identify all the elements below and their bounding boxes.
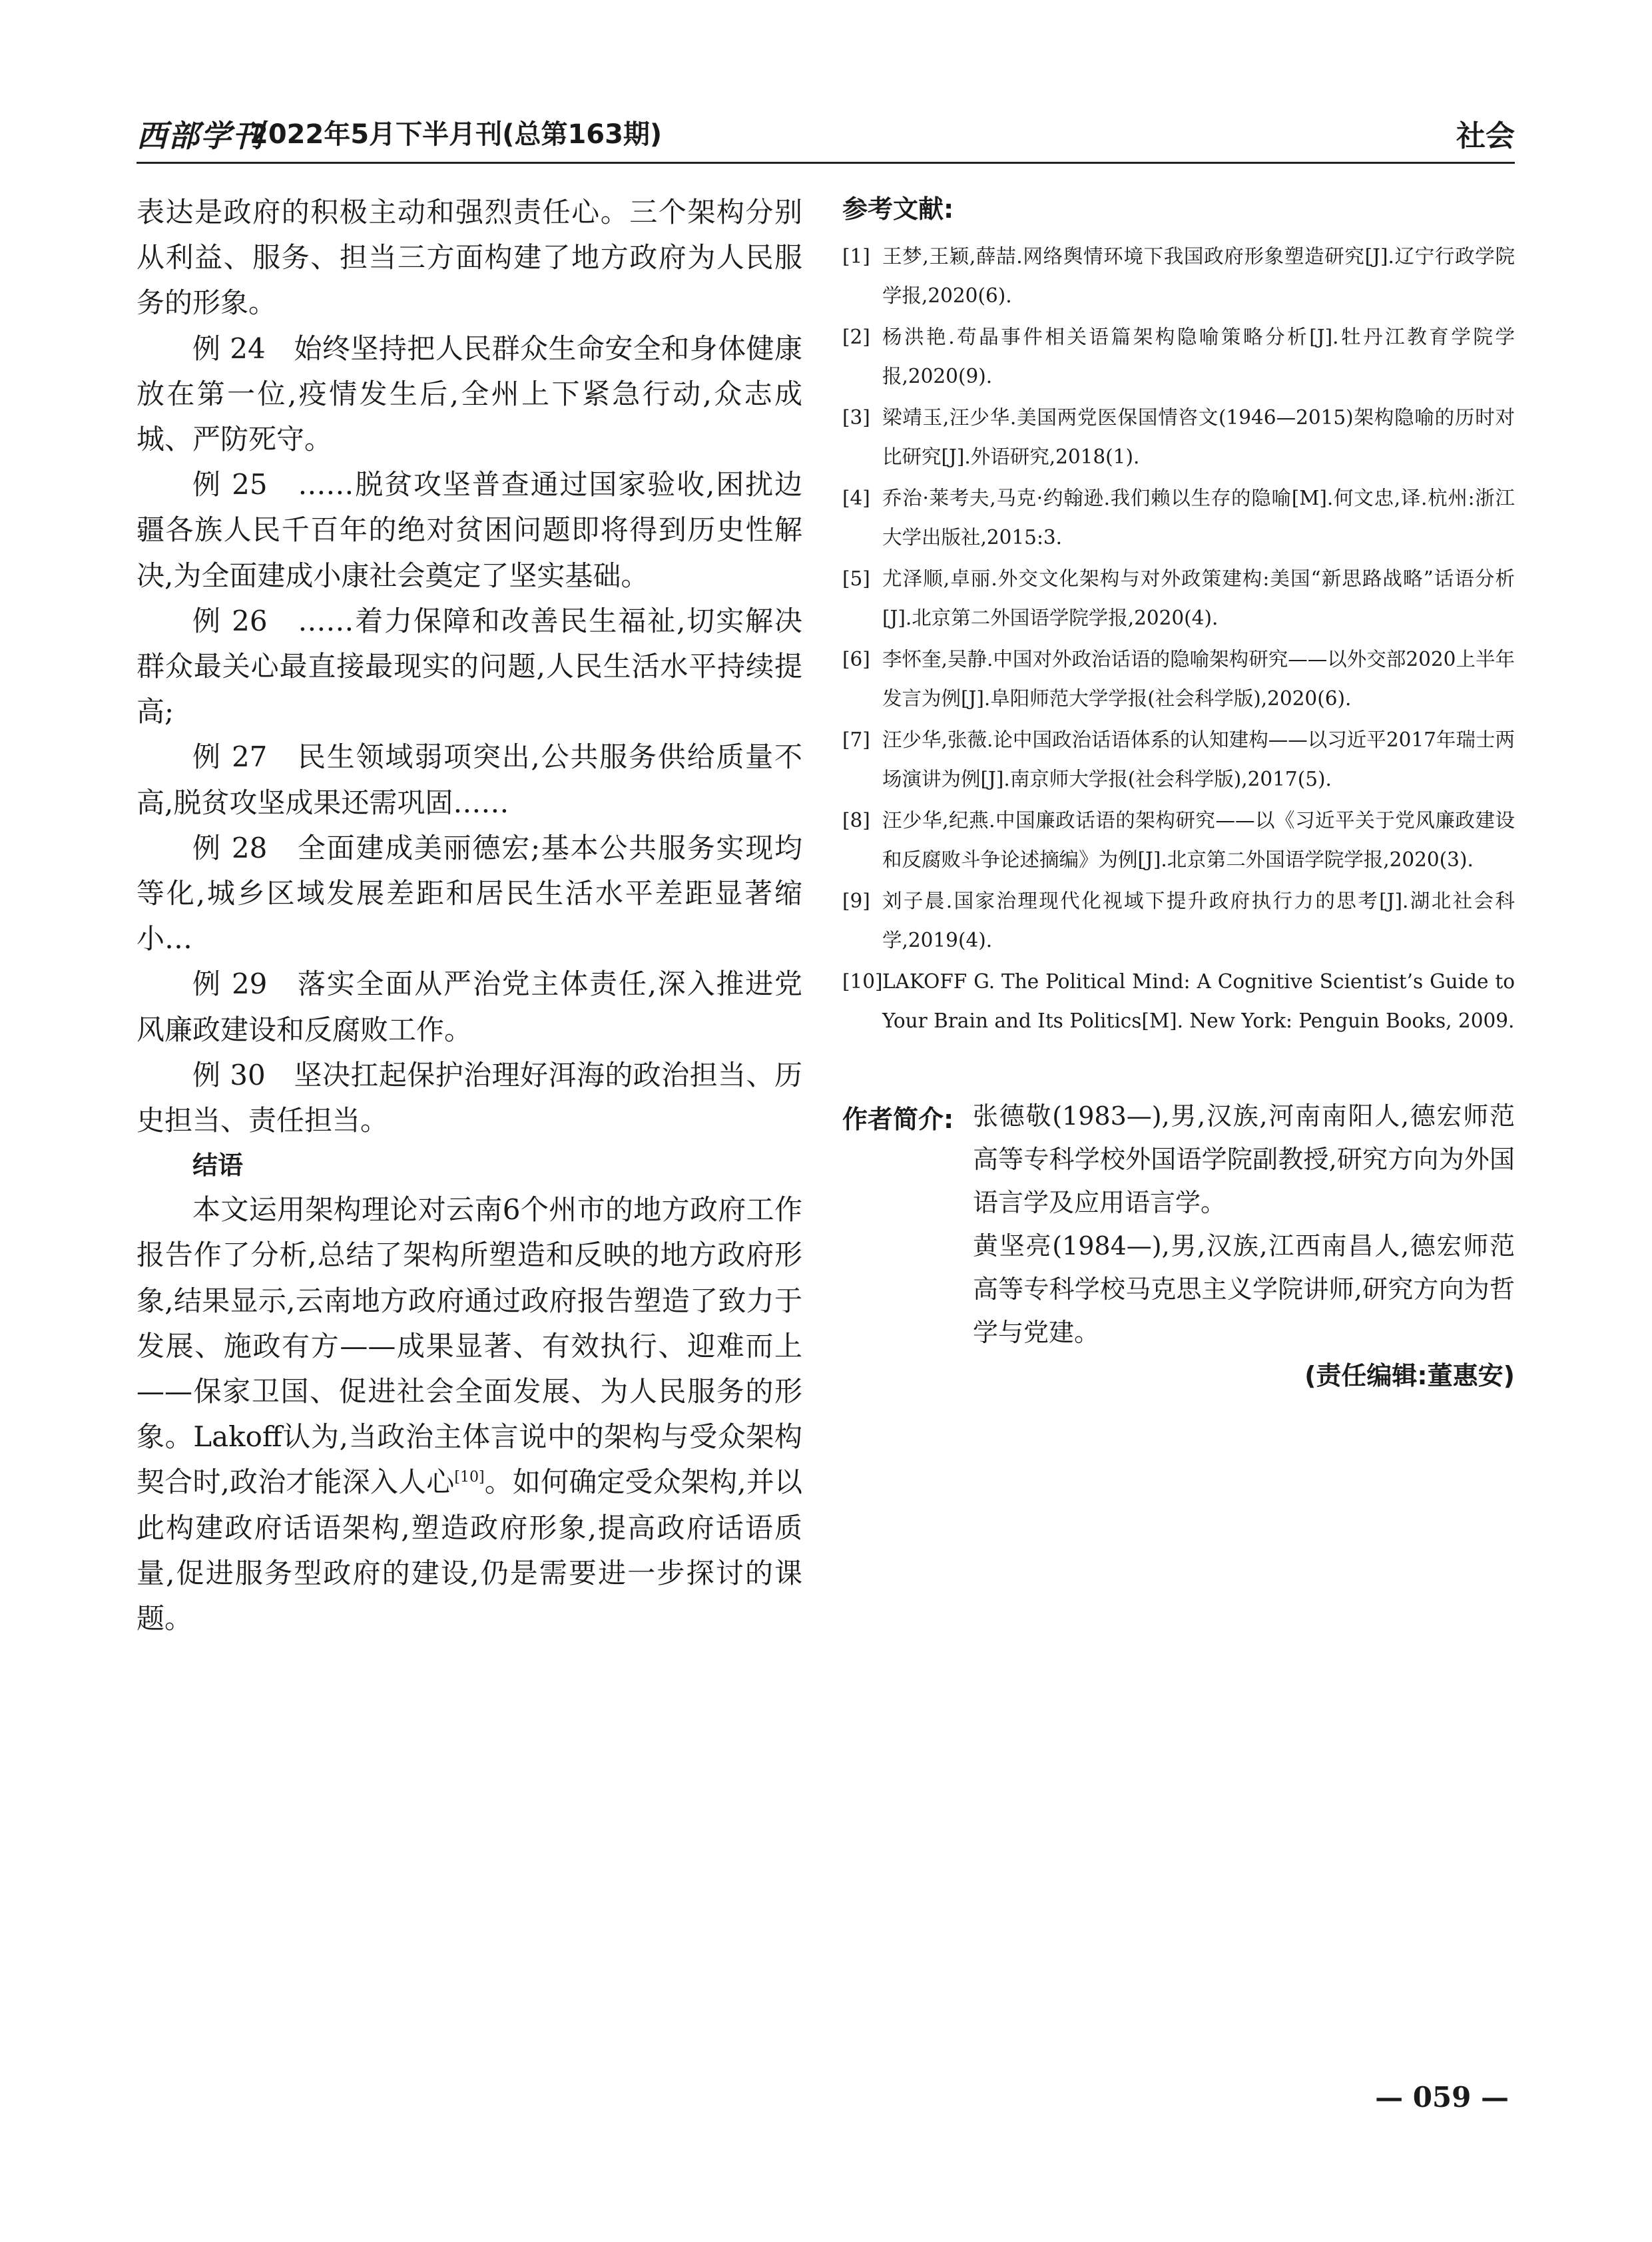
reference-number: [10]: [842, 970, 883, 993]
page-header: [137, 112, 1515, 158]
reference-number: [6]: [842, 648, 870, 671]
reference-text: 乔治·莱考夫,马克·约翰逊.我们赖以生存的隐喻[M].何文忠,译.杭州:浙江大学出版社,2015:3.: [882, 487, 1515, 549]
left-column: [137, 190, 802, 1641]
page-number: — 059 —: [1375, 2081, 1509, 2113]
author-2: 黄坚亮(1984—),男,汉族,江西南昌人,德宏师范高等专科学校马克思主义学院讲师,研究方向为哲学与党建。: [973, 1231, 1515, 1347]
example-24: 例 24 始终坚持把人民群众生命安全和身体健康放在第一位,疫情发生后,全州上下紧急行动,众志成城、严防死守。: [137, 332, 802, 456]
example-30: 例 30 坚决扛起保护治理好洱海的政治担当、历史担当、责任担当。: [137, 1058, 802, 1137]
conclusion-paragraph: [137, 1187, 802, 1641]
reference-item: [842, 801, 1515, 879]
reference-text: 刘子晨.国家治理现代化视域下提升政府执行力的思考[J].湖北社会科学,2019(4).: [882, 890, 1515, 952]
reference-item: [842, 720, 1515, 798]
reference-item: [842, 559, 1515, 637]
example-26: 例 26 ……着力保障和改善民生福祉,切实解决群众最关心最直接最现实的问题,人民生活水平持续提高;: [137, 604, 802, 728]
example-25: 例 25 ……脱贫攻坚普查通过国家验收,困扰边疆各族人民千百年的绝对贫困问题即将得到历史性解决,为全面建成小康社会奠定了坚实基础。: [137, 468, 802, 592]
reference-text: 尤泽顺,卓丽.外交文化架构与对外政策建构:美国“新思路战略”话语分析[J].北京第二外国语学院学报,2020(4).: [882, 567, 1515, 629]
reference-item: [842, 398, 1515, 476]
reference-text: 梁靖玉,汪少华.美国两党医保国情咨文(1946—2015)架构隐喻的历时对比研究[J].外语研究,2018(1).: [882, 406, 1515, 468]
example-28: 例 28 全面建成美丽德宏;基本公共服务实现均等化,城乡区域发展差距和居民生活水平差距显著缩小…: [137, 831, 802, 956]
reference-item: [842, 237, 1515, 315]
author-intro-label: 作者简介:: [842, 1105, 954, 1134]
reference-item: [842, 640, 1515, 718]
example-27: 例 27 民生领域弱项突出,公共服务供给质量不高,脱贫攻坚成果还需巩固……: [137, 740, 802, 819]
right-column: [842, 193, 1515, 1394]
reference-item: [842, 962, 1515, 1040]
reference-text: 王梦,王颖,薛喆.网络舆情环境下我国政府形象塑造研究[J].辽宁行政学院学报,2020(6).: [882, 245, 1515, 307]
issue-info: 2022年5月下半月刊(总第163期): [250, 119, 663, 150]
reference-text: 汪少华,张薇.论中国政治话语体系的认知建构——以习近平2017年瑞士两场演讲为例[J].南京师大学报(社会科学版),2017(5).: [882, 728, 1515, 790]
reference-item: [842, 479, 1515, 557]
reference-number: [1]: [842, 245, 870, 268]
example-29: 例 29 落实全面从严治党主体责任,深入推进党风廉政建设和反腐败工作。: [137, 968, 802, 1046]
reference-text: 李怀奎,吴静.中国对外政治话语的隐喻架构研究——以外交部2020上半年发言为例[J].阜阳师范大学学报(社会科学版),2020(6).: [882, 648, 1515, 710]
reference-text: 汪少华,纪燕.中国廉政话语的架构研究——以《习近平关于党风廉政建设和反腐败斗争论述摘编》为例[J].北京第二外国语学院学报,2020(3).: [882, 809, 1515, 871]
reference-number: [4]: [842, 487, 870, 509]
references-title: 参考文献:: [842, 194, 954, 224]
conclusion-text-b: 。如何确定受众架构,并以此构建政府话语架构,塑造政府形象,提高政府话语质量,促进服务型政府的建设,仍是需要进一步探讨的课题。: [137, 1466, 802, 1635]
reference-text: LAKOFF G. The Political Mind: A Cognitive Scientist’s Guide to Your Brain and Its Politics[M]. New York: Penguin Books, 2009.: [882, 970, 1515, 1032]
citation-10: [10]: [454, 1469, 485, 1486]
reference-number: [8]: [842, 809, 870, 832]
responsible-editor: (责任编辑:董惠安): [1304, 1361, 1515, 1390]
reference-text: 杨洪艳.苟晶事件相关语篇架构隐喻策略分析[J].牡丹江教育学院学报,2020(9).: [882, 326, 1515, 388]
reference-item: [842, 882, 1515, 960]
reference-number: [9]: [842, 890, 870, 912]
reference-item: [842, 318, 1515, 396]
reference-number: [3]: [842, 406, 870, 429]
paragraph-intro: 表达是政府的积极主动和强烈责任心。三个架构分别从利益、服务、担当三方面构建了地方政府为人民服务的形象。: [137, 196, 802, 320]
conclusion-heading: 结语: [192, 1151, 244, 1181]
author-intro: [842, 1095, 1515, 1394]
section-label: 社会: [1456, 119, 1515, 153]
author-1: 张德敬(1983—),男,汉族,河南南阳人,德宏师范高等专科学校外国语学院副教授,研究方向为外国语言学及应用语言学。: [973, 1101, 1515, 1217]
conclusion-text-a: 本文运用架构理论对云南6个州市的地方政府工作报告作了分析,总结了架构所塑造和反映的地方政府形象,结果显示,云南地方政府通过政府报告塑造了致力于发展、施政有方——成果显著、有效执行、迎难而上——保家卫国、促进社会全面发展、为人民服务的形象。Lakoff认为,当政治主体言说中的架构与受众架构契合时,政治才能深入人心: [137, 1193, 802, 1499]
reference-number: [7]: [842, 728, 870, 751]
author-intro-text: [973, 1095, 1515, 1354]
reference-number: [5]: [842, 567, 870, 590]
header-rule: [137, 162, 1515, 164]
reference-number: [2]: [842, 326, 870, 348]
journal-name: 西部学刊: [137, 118, 264, 154]
